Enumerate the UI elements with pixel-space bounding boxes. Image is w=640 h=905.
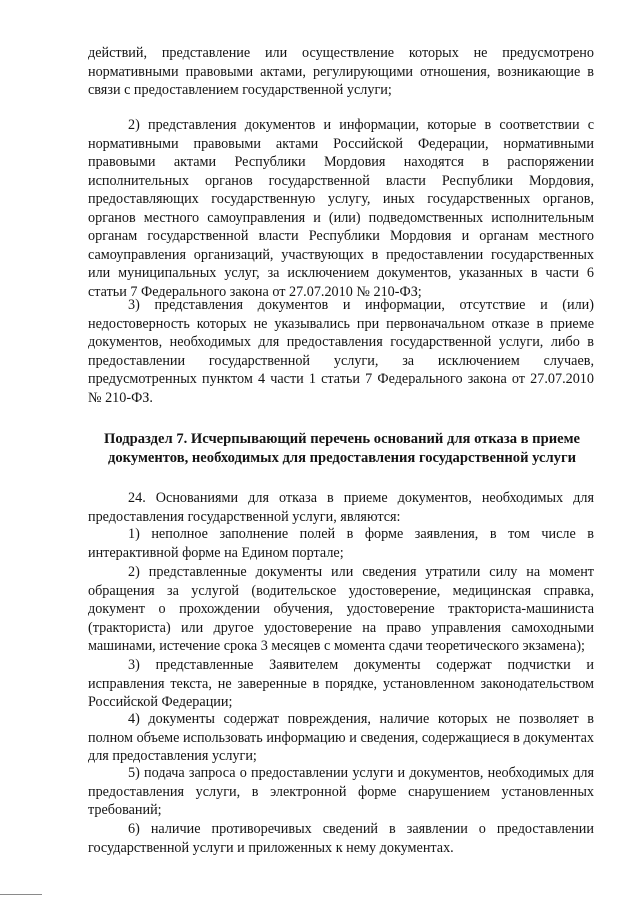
list-item-5	[88, 764, 594, 820]
item-text: неполное заполнение полей в форме заявления, в том числе в интерактивной форме на Едином портале;	[88, 526, 594, 561]
item-number: 1)	[128, 526, 140, 542]
item-text: представленные документы или сведения утратили силу на момент обращения за услугой (водительское удостоверение, медицинская справка, документ о прохождении обучения, удостоверение тракториста-машиниста (тракториста) или другое удостоверение на право управления самоходными машинами, истечение срока 3 месяцев с момента сдачи теоретического экзамена);	[88, 564, 595, 654]
item-text: подача запроса о предоставлении услуги и документов, необходимых для предоставления услуги, в электронной форме снарушением установленных требований;	[88, 765, 594, 818]
item-number: 3)	[128, 297, 140, 313]
paragraph-number: 24.	[128, 490, 146, 506]
list-item-prev-2	[88, 116, 594, 301]
item-number: 4)	[128, 711, 140, 727]
list-item-1	[88, 525, 594, 562]
item-number: 5)	[128, 765, 140, 781]
item-number: 2)	[128, 117, 140, 133]
item-text: наличие противоречивых сведений в заявлении о предоставлении государственной услуги и приложенных к нему документах.	[88, 821, 594, 856]
item-text: представления документов и информации, которые в соответствии с нормативными правовыми актами Российской Федерации, нормативными правовыми актами Республики Мордовия находятся в распоряжении исполнительных органов государственной власти Республики Мордовия, предоставляющих государственную услугу, иных государственных органов, органов местного самоуправления и (или) подведомственных исполнительным органам государственной власти Республики Мордовия и органам местного самоуправления организаций, участвующих в предоставлении государственных или муниципальных услуг, за исключением документов, указанных в части 6 статьи 7 Федерального закона от 27.07.2010 № 210-ФЗ;	[88, 117, 595, 300]
list-item-2	[88, 563, 594, 656]
item-text: представления документов и информации, отсутствие и (или) недостоверность которых не указывались при первоначальном отказе в приеме документов, необходимых для предоставления государственной услуги, либо в предоставлении государственной услуги, за исключением случаев, предусмотренных пунктом 4 части 1 статьи 7 Федерального закона от 27.07.2010 № 210-ФЗ.	[88, 297, 594, 406]
item-number: 3)	[128, 657, 140, 673]
list-item-4	[88, 710, 594, 766]
item-text: документы содержат повреждения, наличие которых не позволяет в полном объеме использовать информацию и сведения, содержащиеся в документах для предоставления услуги;	[88, 711, 595, 764]
paragraph-24	[88, 489, 594, 526]
subsection-heading: Подраздел 7. Исчерпывающий перечень оснований для отказа в приеме документов, необходимых для предоставления государственной услуги	[104, 431, 580, 466]
list-item-prev-3	[88, 296, 594, 407]
item-number: 6)	[128, 821, 140, 837]
paragraph-text: Основаниями для отказа в приеме документов, необходимых для предоставления государственной услуги, являются:	[88, 490, 594, 525]
item-text: представленные Заявителем документы содержат подчистки и исправления текста, не заверенные в порядке, установленном законодательством Российской Федерации;	[88, 657, 594, 710]
page-edge-line	[0, 894, 42, 895]
intro-paragraph: действий, представление или осуществление которых не предусмотрено нормативными правовыми актами, регулирующими отношения, возникающие в связи с предоставлением государственной услуги;	[88, 45, 594, 98]
list-item-6	[88, 820, 594, 857]
list-item-3	[88, 656, 594, 712]
item-number: 2)	[128, 564, 140, 580]
